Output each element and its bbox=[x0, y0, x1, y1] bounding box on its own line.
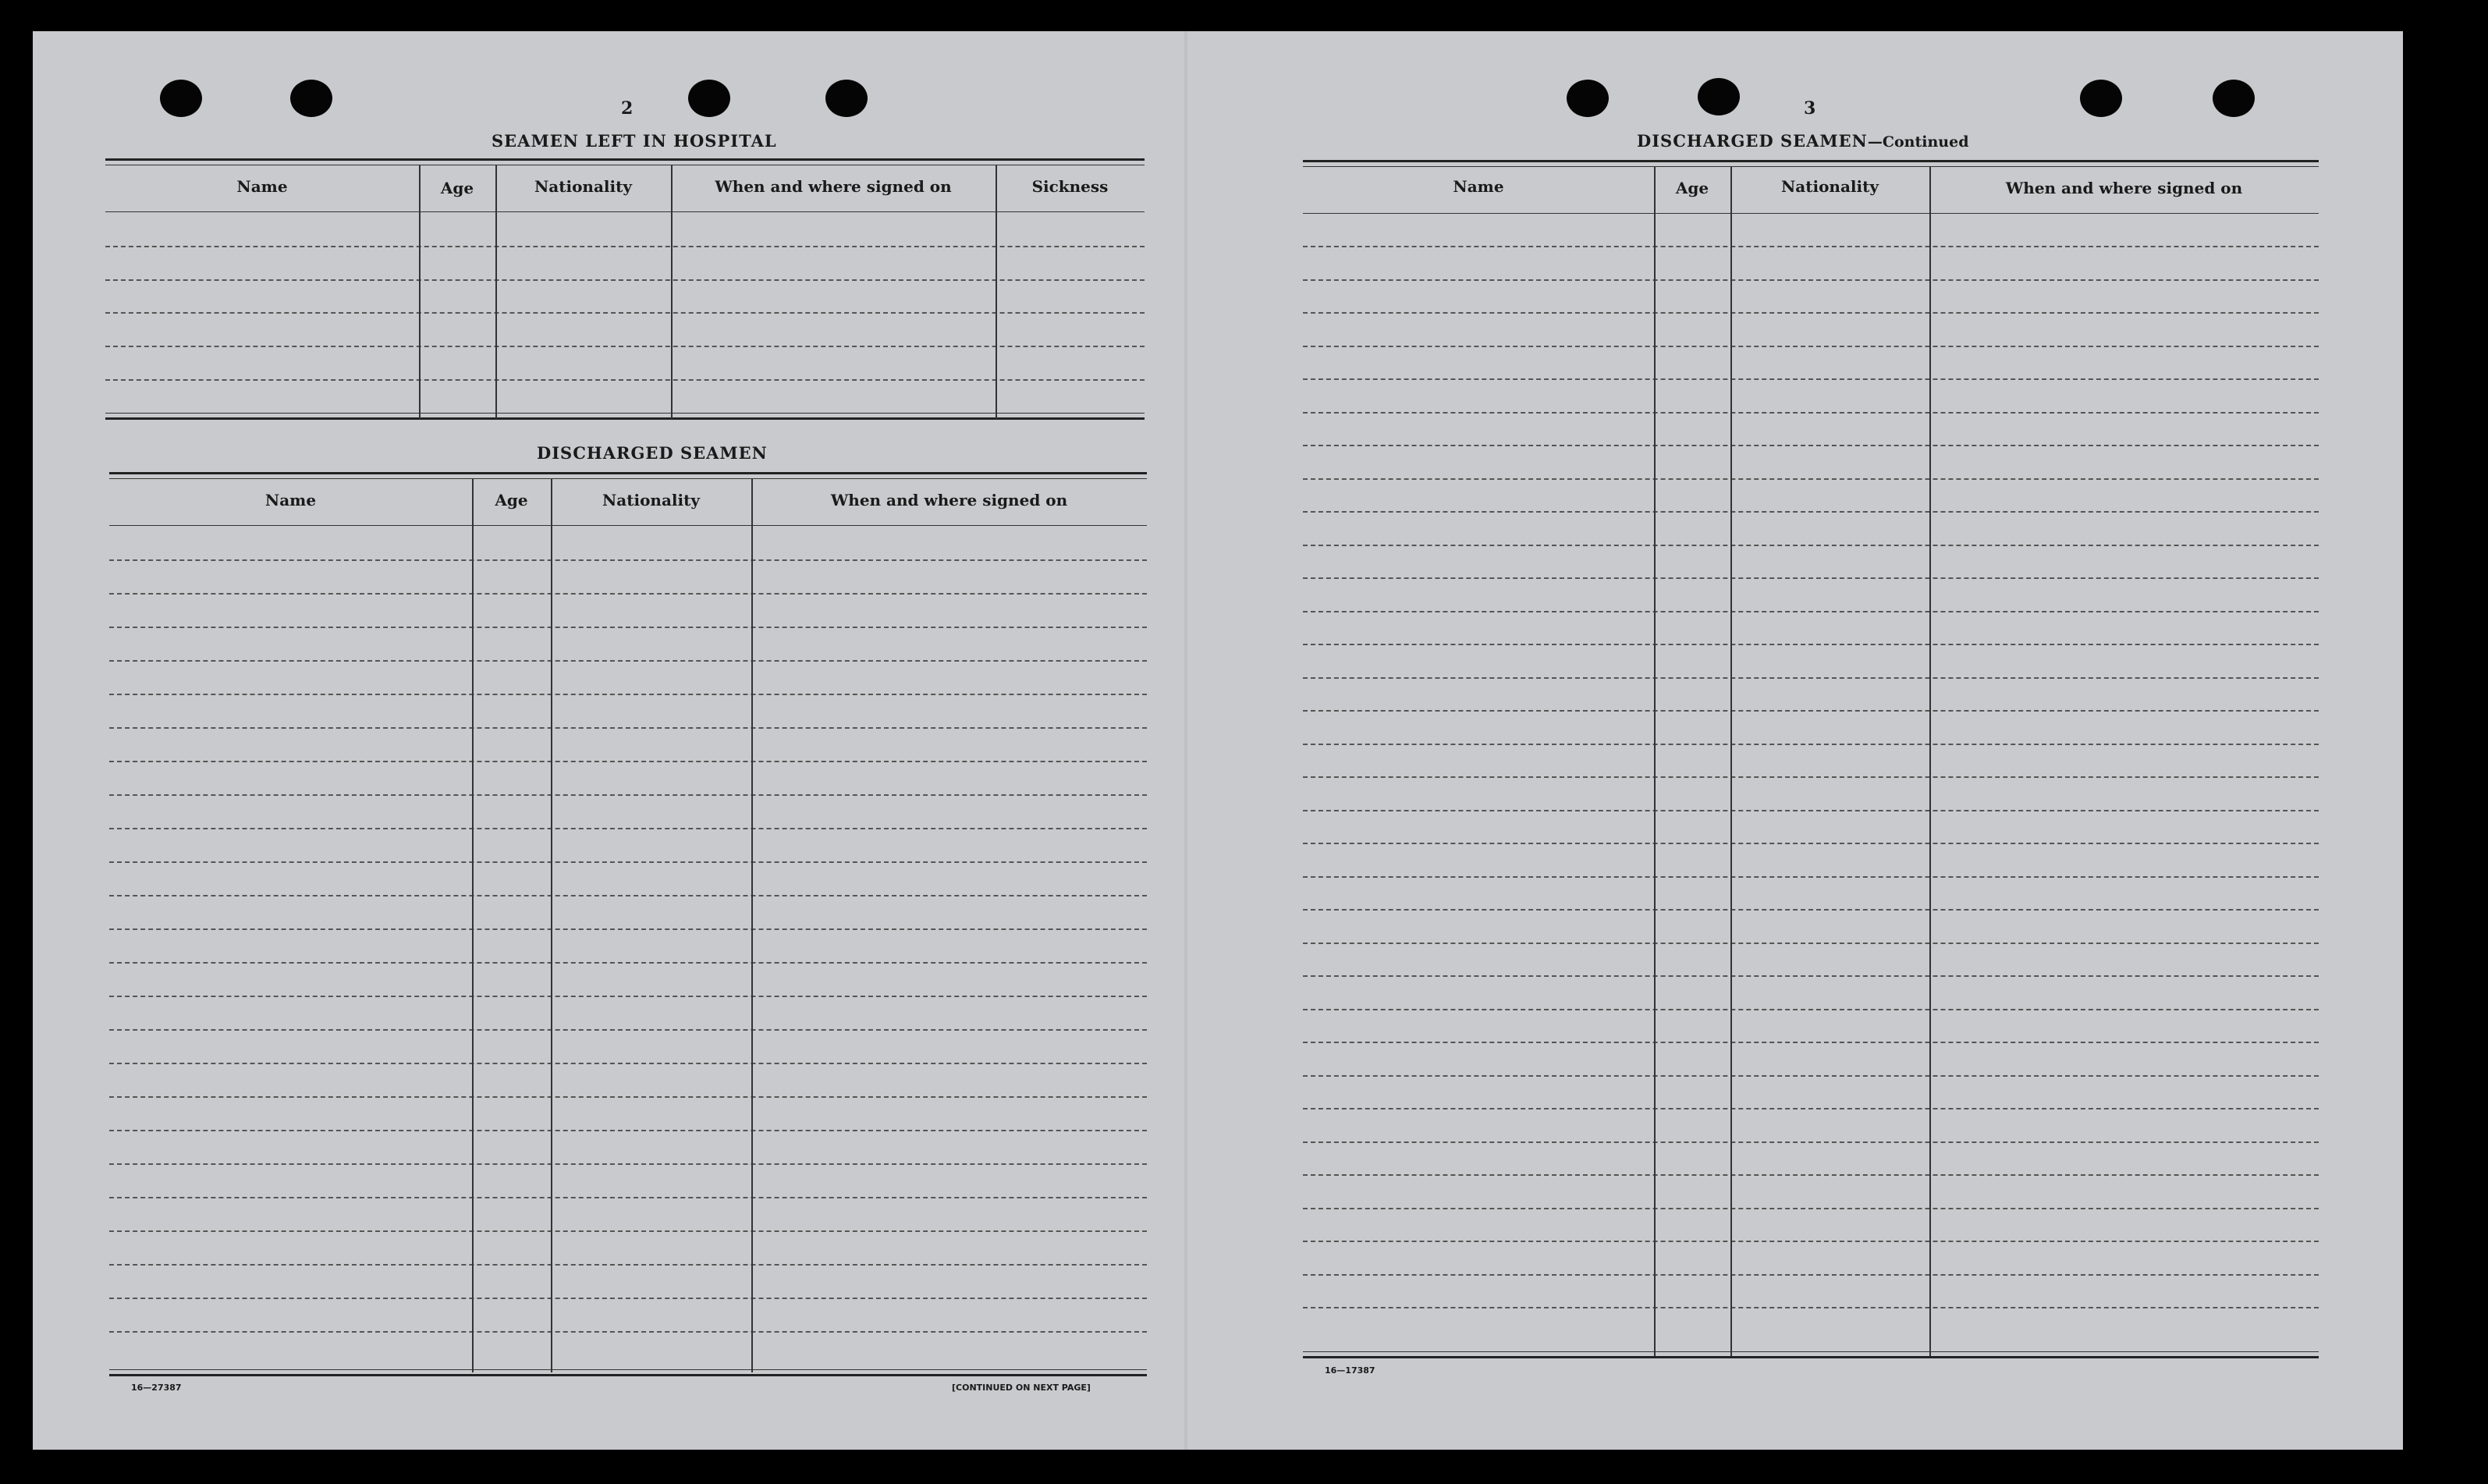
column-header: When and where signed on bbox=[715, 177, 952, 196]
form-code: 16—27387 bbox=[131, 1383, 182, 1393]
page-number: 3 bbox=[1804, 98, 1816, 119]
title-main: DISCHARGED SEAMEN bbox=[1637, 131, 1868, 151]
column-header: Name bbox=[236, 177, 288, 196]
page-number: 2 bbox=[621, 98, 634, 119]
continued-note: [CONTINUED ON NEXT PAGE] bbox=[952, 1383, 1091, 1393]
column-header: Nationality bbox=[1781, 177, 1879, 196]
form-code: 16—17387 bbox=[1325, 1365, 1375, 1376]
punch-hole bbox=[160, 80, 202, 117]
punch-hole bbox=[290, 80, 332, 117]
column-header: When and where signed on bbox=[2005, 179, 2243, 197]
column-header: Name bbox=[264, 491, 317, 509]
punch-hole bbox=[1567, 80, 1609, 117]
column-header: Age bbox=[1675, 179, 1709, 197]
punch-hole bbox=[2080, 80, 2122, 117]
discharged-table-title: DISCHARGED SEAMEN bbox=[537, 443, 768, 463]
column-header: Age bbox=[495, 491, 528, 509]
column-header: Sickness bbox=[1031, 177, 1109, 196]
page-fold bbox=[1184, 31, 1187, 1450]
column-header: When and where signed on bbox=[830, 491, 1068, 509]
title-suffix: —Continued bbox=[1867, 133, 1969, 151]
column-header: Nationality bbox=[602, 491, 700, 509]
discharged-table bbox=[109, 472, 1147, 1377]
column-header: Age bbox=[440, 179, 474, 197]
punch-hole bbox=[825, 80, 868, 117]
continued-table-title bbox=[1637, 131, 1969, 151]
punch-hole bbox=[688, 80, 730, 117]
column-header: Name bbox=[1453, 177, 1504, 196]
column-header: Nationality bbox=[534, 177, 632, 196]
punch-hole bbox=[2213, 80, 2255, 117]
hospital-table bbox=[105, 158, 1145, 424]
continued-table bbox=[1303, 160, 2319, 1362]
hospital-table-title: SEAMEN LEFT IN HOSPITAL bbox=[492, 131, 777, 151]
punch-hole bbox=[1698, 78, 1740, 115]
